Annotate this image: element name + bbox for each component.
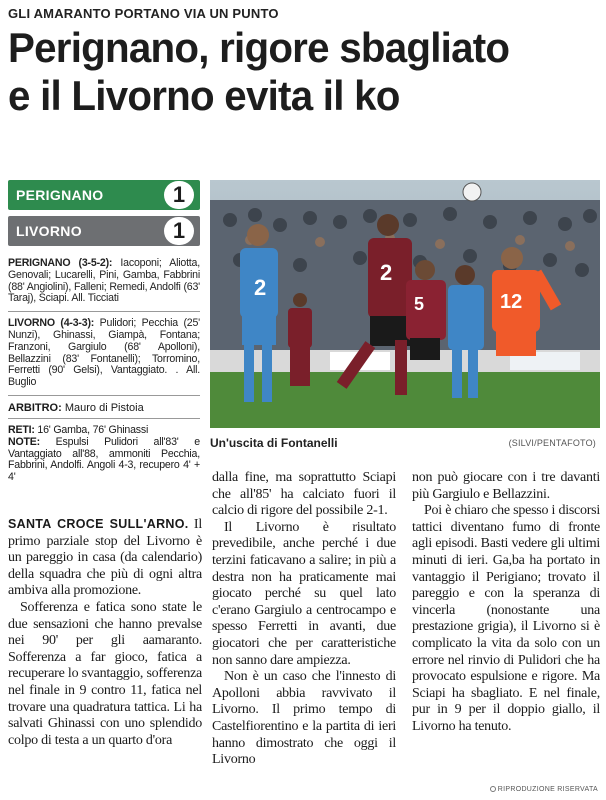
notes-value: Espulsi Pulidori all'83' e Vantaggiato all'88, ammoniti Pecchia, Fabbrini, Andolfi. Angoli 4-3, recupero 4' + 4'	[8, 435, 200, 484]
article-paragraph: Non è un caso che l'innesto di Apolloni abbia ravvivato il Livorno. Il primo tempo di Castelfiorentino e la partita di ieri hanno dimostrato che oggi il Livorno	[212, 669, 396, 768]
headline-line-1: Perignano, rigore sbagliato	[8, 24, 510, 71]
article-paragraph: Sofferenza e fatica sono state le due sensazioni che hanno prevalse nei 90' per gli aamaranto. Sofferenza a far gioco, fatica a recuperare lo svantaggio, sofferenza nel finale in 9 contro 11, fatica nel trovare una quadratura tattica. Li ha salvati Ghinassi con uno splendido colpo di testa a un quarto d'ora	[8, 599, 202, 748]
kicker: GLI AMARANTO PORTANO VIA UN PUNTO	[8, 6, 279, 21]
referee	[8, 396, 200, 418]
headline	[8, 24, 576, 120]
notes-label: NOTE:	[8, 435, 40, 448]
away-lineup	[8, 312, 200, 395]
article-paragraph: non può giocare con i tre davanti più Gargiulo e Bellazzini.	[412, 470, 600, 502]
match-photo-illustration	[210, 180, 600, 428]
away-team-name: LIVORNO	[16, 223, 82, 239]
home-lineup	[8, 252, 200, 311]
match-photo	[210, 180, 600, 428]
dateline: SANTA CROCE SULL'ARNO.	[8, 517, 189, 531]
scorebar-home	[8, 180, 200, 210]
away-team-score: 1	[164, 217, 194, 245]
article-column-2	[212, 470, 396, 769]
article-paragraph: dalla fine, ma soprattutto Sciapi che all'85' ha calciato fuori il calcio di rigore del possibile 2-1.	[212, 470, 396, 519]
copyright-icon	[490, 786, 496, 792]
copyright-notice	[490, 786, 598, 793]
scorebar-away	[8, 216, 200, 246]
svg-text:2: 2	[380, 260, 393, 285]
home-team-score: 1	[164, 181, 194, 209]
photo-caption: Un'uscita di Fontanelli	[210, 436, 338, 450]
home-lineup-head: PERIGNANO (3-5-2):	[8, 257, 113, 269]
paragraph-text: Il primo parziale stop del Livorno è un pareggio in casa (da calendario) della squadra che più di ogni altra ambiva alla promozione.	[8, 517, 202, 599]
home-team-name: PERIGNANO	[16, 187, 104, 203]
copyright-text: RIPRODUZIONE RISERVATA	[497, 786, 598, 793]
match-info	[8, 180, 200, 490]
goals-label: RETI:	[8, 423, 35, 436]
article-paragraph: Il Livorno è risultato prevedibile, anche perché i due terzini faticavano a salire; in più a destra non ha praticamente mai giocato perché su quel lato c'erano Gargiulo a centrocampo e spesso Ferretti in avanti, due giocatori che per caratteristiche non sanno dare ampiezza.	[212, 519, 396, 668]
home-lineup-body: Iacoponi; Aliotta, Genovali; Lucarelli, Pini, Gamba, Fabbrini (88' Angiolini), Falleni; Remedi, Andolfi (63' Taraj), Sciapi. All. Ticciati	[8, 257, 200, 305]
referee-value: Mauro di Pistoia	[61, 401, 144, 414]
away-lineup-head: LIVORNO (4-3-3):	[8, 317, 95, 330]
article-paragraph	[8, 516, 202, 600]
article-paragraph: Poi è chiaro che spesso i discorsi tattici diventano fumo di fronte agli episodi. Basti vedere gli ultimi minuti di ieri. Ga,ba ha portato in vantaggio il Perigiano; trovato il pareggio e con la speranza di vincerla (nonostante una prestazione grigia), il Livorno si è complicato la vita da solo con un errore nel rinvio di Pulidori che ha provocato espulsione e rigore. Ma Sciapi ha sbagliato. E nel finale, pur in 9 per il doppio giallo, il Livorno ha tenuto.	[412, 503, 600, 734]
referee-label: ARBITRO:	[8, 401, 62, 414]
photo-credit: (SILVI/PENTAFOTO)	[508, 438, 596, 448]
svg-text:5: 5	[414, 294, 425, 314]
headline-line-2: e il Livorno evita il ko	[8, 72, 400, 119]
away-lineup-body: Pulidori; Pecchia (25' Nunzi), Ghinassi, Giampà, Fontana; Franzoni, Gargiulo (68' Apolloni), Bellazzini (83' Fontanelli); Torromino, Ferretti (90' Gelsi), Vantaggiato. . All. Buglio	[8, 317, 200, 389]
svg-text:2: 2	[254, 275, 267, 300]
article-column-3	[412, 470, 600, 736]
article-column-1	[8, 516, 202, 749]
match-notes	[8, 419, 200, 490]
goals-value: 16' Gamba, 76' Ghinassi	[34, 423, 149, 436]
svg-text:12: 12	[500, 291, 523, 313]
